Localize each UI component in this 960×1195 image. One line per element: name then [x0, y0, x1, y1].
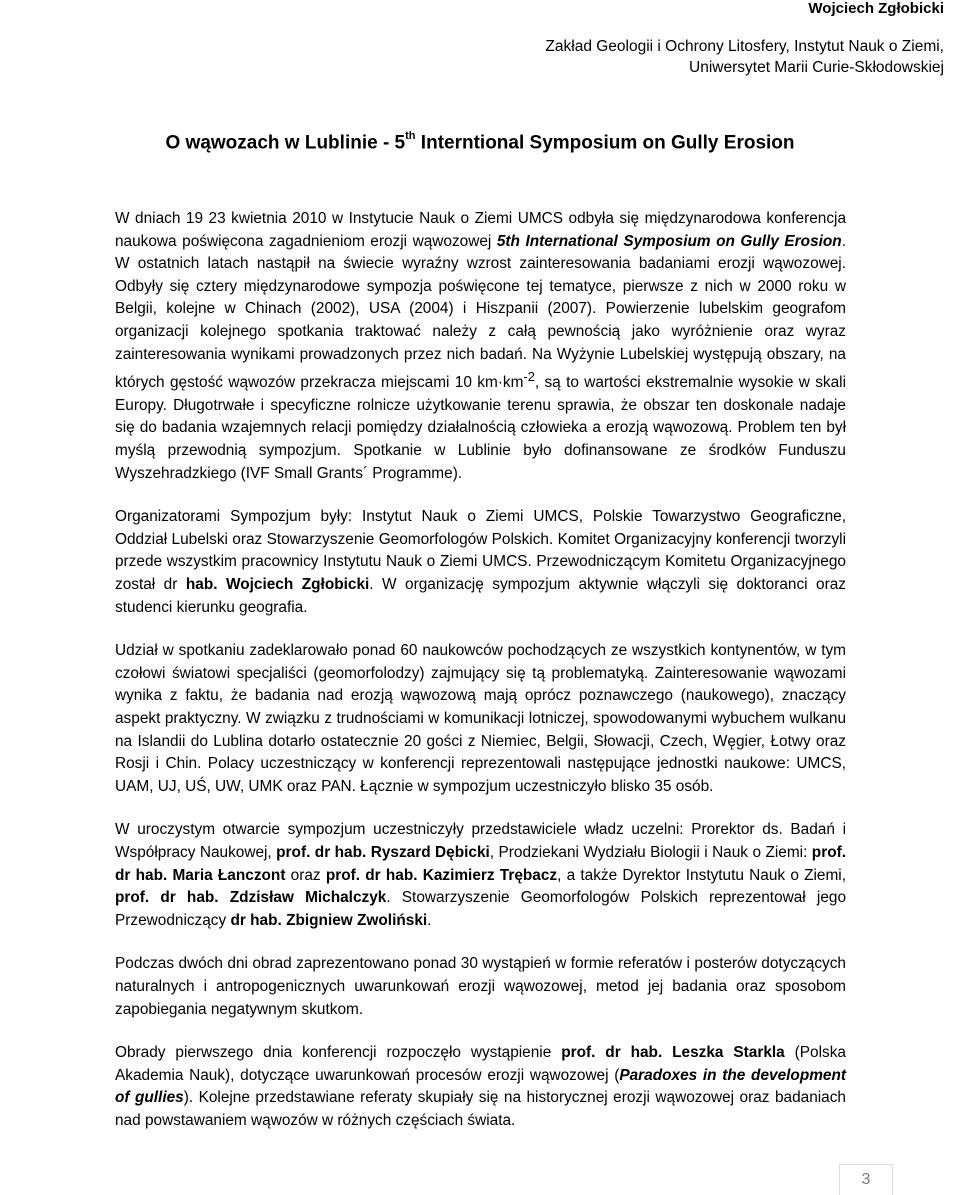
affiliation-line-2: Uniwersytet Marii Curie-Skłodowskiej [689, 59, 944, 76]
p4-text-e: , a także Dyrektor Instytutu Nauk o Ziemi, [557, 866, 847, 884]
paragraph-2 [115, 506, 846, 619]
affiliation-line-1: Zakład Geologii i Ochrony Litosfery, Instytut Nauk o Ziemi, [545, 38, 944, 55]
p2-text-a: Organizatorami Sympozjum były: Instytut Nauk o Ziemi UMCS, Polskie Towarzystwo Geograficzne, Oddział Lubelski oraz Stowarzyszenie Geomorfologów Polskich. Komitet Organizacyjny konferencji tworzyli przede wszystkim pracownicy Instytutu Nauk o Ziemi UMCS. Przewodniczącym Komitetu Organizacyjnego został dr [115, 508, 846, 594]
p4-bold-5: hab. Zbigniew Zwoliński [250, 911, 428, 929]
p4-text-h: . [427, 911, 432, 929]
title-part-2: Interntional Symposium on Gully Erosion [415, 132, 795, 154]
p6-bold-name: prof. dr hab. Leszka Starkla [561, 1044, 785, 1062]
page-title [0, 132, 960, 154]
p2-bold-name: hab. Wojciech Zgłobicki [185, 576, 370, 594]
author-name: Wojciech Zgłobicki [808, 0, 944, 17]
page-number: 3 [861, 1171, 871, 1188]
p1-symposium-name: 5th International Symposium on Gully Erosion [496, 232, 842, 250]
p4-text-g: dr [230, 911, 251, 929]
p4-bold-3: prof. dr hab. Kazimierz Trębacz [325, 866, 558, 884]
paragraph-6 [115, 1042, 846, 1132]
p4-bold-2: prof. dr hab. Maria Łanczont [115, 843, 846, 884]
p4-text-a: W uroczystym otwarcie sympozjum uczestniczyły przedstawiciele władz uczelni: Prorektor ds. Badań i Współpracy Naukowej, [115, 821, 846, 861]
paragraph-3: Udział w spotkaniu zadeklarowało ponad 60 naukowców pochodzących ze wszystkich kontynentów, w tym czołowi światowi specjaliści (geomorfolodzy) zajmujący się tą problematyką. Zainteresowanie wąwozami wynika z faktu, że badania nad erozją wąwozową mają oprócz poznawczego (naukowego), znaczący aspekt praktyczny. W związku z trudnościami w komunikacji lotniczej, spowodowanymi wybuchem wulkanu na Islandii do Lublina dotarło ostatecznie 20 gości z Niemiec, Belgii, Słowacji, Czech, Węgier, Łotwy oraz Rosji i Chin. Polacy uczestniczący w konferencji reprezentowali następujące jednostki naukowe: UMCS, UAM, UJ, UŚ, UW, UMK oraz PAN. Łącznie w sympozjum uczestniczyło blisko 35 osób. [115, 642, 846, 795]
affiliation [545, 36, 944, 78]
p1-text-c: . W ostatnich latach nastąpił na świecie wyraźny wzrost zainteresowania badaniami erozji wąwozowej. Odbyły się cztery międzynarodowe sympozja poświęcone tej tematyce, pierwsze z nich w 2000 roku w Belgii, kolejne w Chinach (2002), USA (2004) i Hiszpanii (2007). Powierzenie lubelskim geografom organizacji kolejnego spotkania traktować należy z całą pewnością jako wyróżnienie oraz wyraz zainteresowania wynikami prowadzonych przez nich badań. Na Wyżynie Lubelskiej występują obszary, na których gęstość wąwozów przekracza miejscami 10 km·km [115, 232, 846, 392]
p1-text-d: , są to wartości ekstremalnie wysokie w skali Europy. Długotrwałe i specyficzne rolnicze użytkowanie terenu sprawia, że obszar ten doskonale nadaje się do badania wzajemnych relacji pomiędzy działalnością człowieka a erozją wąwozową. Problem ten był myślą przewodnią sympozjum. Spotkanie w Lublinie było dofinansowane ze środków Funduszu Wyszehradzkiego (IVF Small Grants´ Programme). [115, 374, 846, 482]
paragraph-1 [115, 208, 846, 485]
page-number-box [839, 1164, 893, 1195]
p6-text-a: Obrady pierwszego dnia konferencji rozpoczęło wystąpienie [115, 1044, 562, 1062]
title-part-1: O wąwozach w Lublinie - 5 [165, 132, 406, 154]
p6-text-d: ). Kolejne przedstawiane referaty skupiały się na historycznej erozji wąwozowej oraz badaniach nad powstawaniem wąwozów w różnych częściach świata. [115, 1089, 846, 1129]
p4-text-f: . Stowarzyszenie Geomorfologów Polskich reprezentował jego Przewodniczący [115, 889, 846, 929]
p4-text-c: , Prodziekani Wydziału Biologii i Nauk o Ziemi: [489, 843, 812, 861]
p2-text-c: . W organizację sympozjum aktywnie włączyli się doktoranci oraz studenci kierunku geografia. [115, 576, 846, 616]
article-body [115, 208, 846, 1154]
p6-text-c: (Polska Akademia Nauk), dotyczące uwarunkowań procesów erozji wąwozowej ( [115, 1044, 846, 1084]
title-superscript: th [405, 130, 416, 142]
p4-bold-4: prof. dr hab. Zdzisław Michalczyk [115, 889, 387, 907]
p1-superscript: -2 [523, 369, 535, 385]
p4-bold-1: prof. dr hab. Ryszard Dębicki [276, 843, 490, 861]
p1-text-a: W dniach 19 23 kwietnia 2010 w Instytucie Nauk o Ziemi UMCS odbyła się międzynarodowa konferencja naukowa poświęcona zagadnieniom erozji wąwozowej [115, 210, 846, 250]
p4-text-d: oraz [285, 866, 326, 884]
p6-paper-title: Paradoxes in the development of gullies [115, 1066, 846, 1107]
paragraph-5: Podczas dwóch dni obrad zaprezentowano ponad 30 wystąpień w formie referatów i posterów dotyczących naturalnych i antropogenicznych uwarunkowań erozji wąwozowej, metod jej badania oraz sposobom zapobiegania negatywnym skutkom. [115, 955, 846, 1018]
paragraph-4 [115, 819, 846, 932]
